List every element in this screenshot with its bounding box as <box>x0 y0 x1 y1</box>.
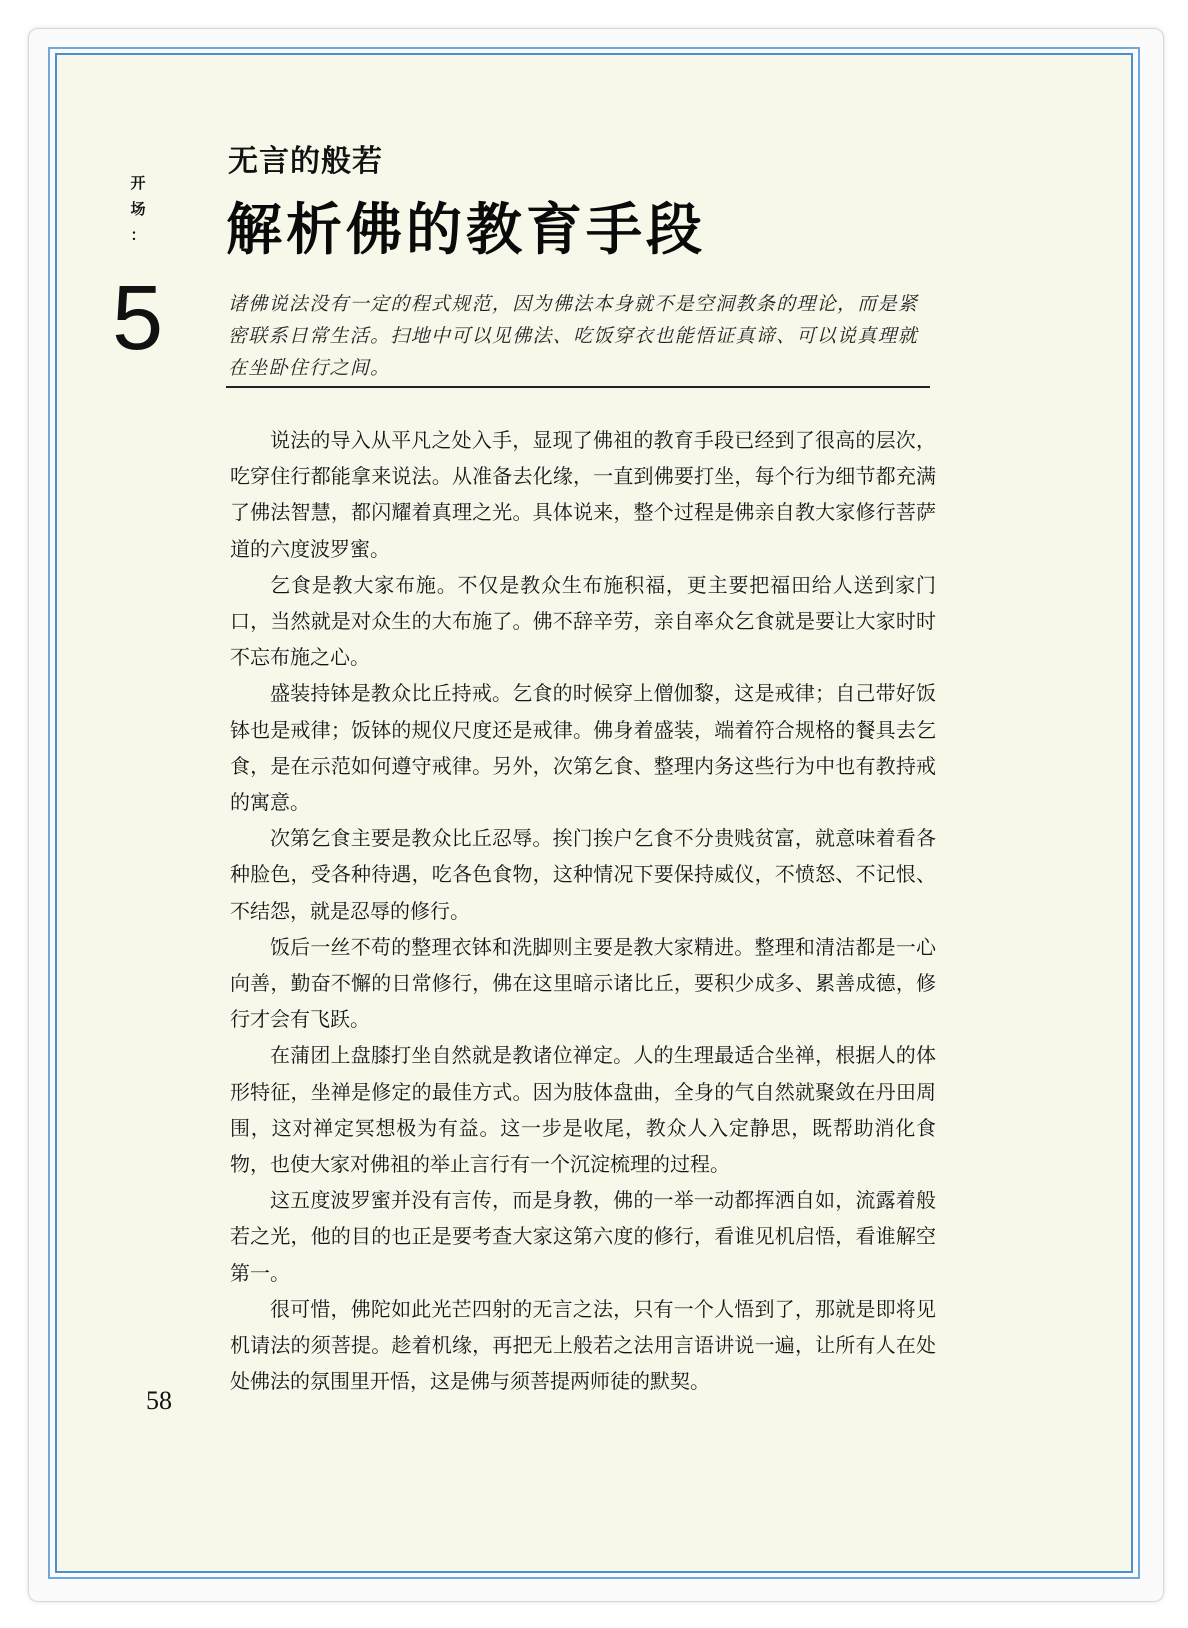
body-paragraph: 盛装持钵是教众比丘持戒。乞食的时候穿上僧伽黎，这是戒律；自己带好饭钵也是戒律；饭钵的规仪尺度还是戒律。佛身着盛装，端着符合规格的餐具去乞食，是在示范如何遵守戒律。另外，次第乞食、整理内务这些行为中也有教持戒的寓意。 <box>230 681 936 815</box>
body-paragraph: 这五度波罗蜜并没有言传，而是身教，佛的一举一动都挥洒自如，流露着般若之光，他的目的也正是要考查大家这第六度的修行，看谁见机启悟，看谁解空第一。 <box>230 1188 936 1285</box>
article-body <box>230 422 936 1399</box>
intro-paragraph: 诸佛说法没有一定的程式规范，因为佛法本身就不是空洞教条的理论，而是紧密联系日常生活。扫地中可以见佛法、吃饭穿衣也能悟证真谛、可以说真理就在坐卧住行之间。 <box>228 293 919 379</box>
body-paragraph: 次第乞食主要是教众比丘忍辱。挨门挨户乞食不分贵贱贫富，就意味着看各种脸色，受各种待遇，吃各色食物，这种情况下要保持威仪，不愤怒、不记恨、不结怨，就是忍辱的修行。 <box>230 826 936 923</box>
side-label-char: ： <box>130 226 146 244</box>
side-label-char: 开 <box>130 174 146 192</box>
chapter-number: 5 <box>112 267 164 369</box>
section-side-label <box>128 170 148 248</box>
body-paragraph: 很可惜，佛陀如此光芒四射的无言之法，只有一个人悟到了，那就是即将见机请法的须菩提。趁着机缘，再把无上般若之法用言语讲说一遍，让所有人在处处佛法的氛围里开悟，这是佛与须菩提两师徒的默契。 <box>230 1296 936 1394</box>
page-number: 58 <box>146 1386 172 1415</box>
body-paragraph: 饭后一丝不苟的整理衣钵和洗脚则主要是教大家精进。整理和清洁都是一心向善，勤奋不懈的日常修行，佛在这里暗示诸比丘，要积少成多、累善成德，修行才会有飞跃。 <box>230 934 936 1032</box>
body-paragraph: 乞食是教大家布施。不仅是教众生布施积福，更主要把福田给人送到家门口，当然就是对众生的大布施了。佛不辞辛劳，亲自率众乞食就是要让大家时时不忘布施之心。 <box>230 572 936 670</box>
side-label-char: 场 <box>130 200 146 218</box>
body-paragraph: 在蒲团上盘膝打坐自然就是教诸位禅定。人的生理最适合坐禅，根据人的体形特征，坐禅是修定的最佳方式。因为肢体盘曲，全身的气自然就聚敛在丹田周围，这对禅定冥想极为有益。这一步是收尾，教众人入定静思，既帮助消化食物，也使大家对佛祖的举止言行有一个沉淀梳理的过程。 <box>230 1043 936 1177</box>
series-title: 无言的般若 <box>228 144 383 179</box>
divider <box>226 386 930 388</box>
body-paragraph: 说法的导入从平凡之处入手，显现了佛祖的教育手段已经到了很高的层次，吃穿住行都能拿来说法。从准备去化缘，一直到佛要打坐，每个行为细节都充满了佛法智慧，都闪耀着真理之光。具体说来，整个过程是佛亲自教大家修行菩萨道的六度波罗蜜。 <box>230 428 936 561</box>
page-title: 解析佛的教育手段 <box>226 198 706 263</box>
